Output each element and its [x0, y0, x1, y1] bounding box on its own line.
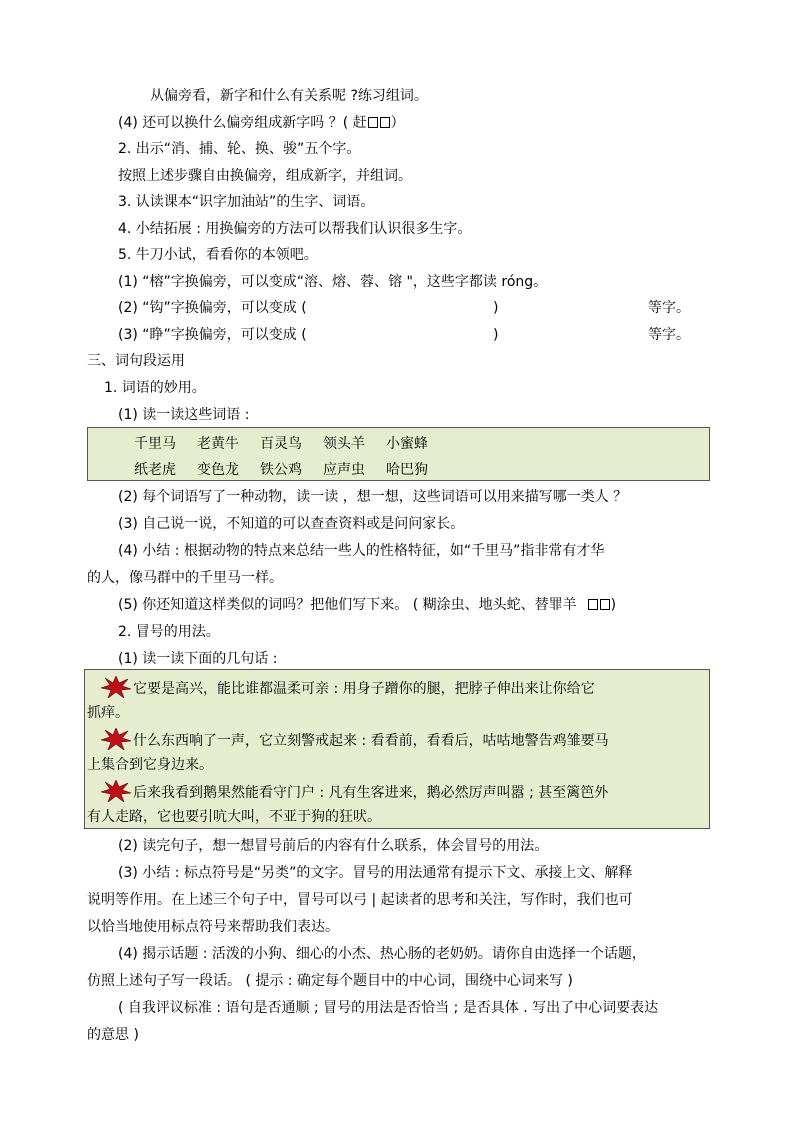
section-heading: 三、词句段运用: [87, 353, 185, 369]
word-box: [87, 427, 710, 481]
text-line: (1) “榕”字换偏旁，可以变成“溶、熔、蓉、镕 "，这些字都读 róng。: [118, 274, 548, 290]
text-line: (2) 读完句子，想一想冒号前后的内容有什么联系，体会冒号的用法。: [118, 838, 549, 854]
sentence: 它要是高兴，能比谁都温柔可亲 : 用身子蹭你的腿，把脖子伸出来让你给它: [101, 676, 595, 698]
word-row: [134, 435, 428, 453]
sentence: 后来我看到鹅果然能看守门户 : 凡有生客进来，鹅必然厉声叫嚣 ; 甚至篱笆外: [101, 780, 608, 802]
text-line: 以恰当地使用标点符号来帮助我们表达。: [87, 919, 339, 935]
text-line: (1) 读一读这些词语 :: [118, 407, 250, 423]
text-line: 5. 牛刀小试，看看你的本领吧。: [118, 247, 318, 263]
word: 应声虫: [323, 462, 365, 478]
word: 哈巴狗: [386, 462, 428, 478]
text-line: 等字。: [648, 300, 690, 316]
word: 领头羊: [323, 436, 365, 452]
red-star-burst-icon: [101, 780, 131, 802]
word: 百灵鸟: [260, 436, 302, 452]
text-line: (1) 读一读下面的几句话 :: [118, 651, 278, 667]
text-line: (2) “钩”字换偏旁，可以变成 (: [118, 300, 307, 316]
text-line: 按照上述步骤自由换偏旁，组成新字，并组词。: [118, 168, 412, 184]
text-line: (3) 自己说一说，不知道的可以查查资料或是问问家长。: [118, 516, 465, 532]
text-line: (4) 揭示话题 : 活泼的小狗、细心的小杰、热心肠的老奶奶。请你自由选择一个话题，: [118, 946, 646, 962]
text-line: 说明等作用。在上述三个句子中，冒号可以弓 | 起读者的思考和关注，写作时，我们也可: [87, 892, 633, 908]
word: 铁公鸡: [260, 462, 302, 478]
text-line: 3. 认读课本“识字加油站”的生字、词语。: [118, 194, 375, 210]
text-line: (5) 你还知道这样类似的词吗？把他们写下来。 ( 糊涂虫、地头蛇、替罪羊 ): [118, 597, 617, 613]
red-star-burst-icon: [101, 676, 131, 698]
word: 纸老虎: [134, 462, 176, 478]
text-line: 1. 词语的妙用。: [104, 380, 206, 396]
blank-box-icon: [368, 117, 378, 128]
sentence: 抓痒。: [87, 705, 129, 721]
sentence: 有人走路，它也要引吭大叫，不亚于狗的狂吠。: [87, 809, 381, 825]
text-line: 的人，像马群中的千里马一样。: [87, 570, 283, 586]
sentence-box: [84, 669, 710, 829]
text-line: 2. 出示“消、捕、轮、换、骏”五个字。: [118, 141, 361, 157]
paren-close: ): [493, 300, 499, 316]
blank-box-icon: [600, 599, 610, 610]
word: 小蜜蜂: [386, 436, 428, 452]
text-line: ( 自我评议标准 : 语句是否通顺 ; 冒号的用法是否恰当 ; 是否具体 . 写出了中心词要表达: [118, 1000, 659, 1016]
text-line: 2. 冒号的用法。: [118, 624, 220, 640]
text-line: (2) 每个词语写了一种动物，读一读 ，想一想，这些词语可以用来描写哪一类人 ？: [118, 489, 628, 505]
word: 千里马: [134, 436, 176, 452]
sentence: 上集合到它身边来。: [87, 757, 213, 773]
word-row: [134, 461, 428, 479]
text-line: 的意思 ): [87, 1027, 139, 1043]
red-star-burst-icon: [101, 728, 131, 750]
text-line: 等字。: [648, 327, 690, 343]
text-line: 从偏旁看，新字和什么有关系呢 ?练习组词。: [150, 88, 428, 104]
sentence: 什么东西响了一声，它立刻警戒起来 : 看看前，看看后，咕咕地警告鸡雏要马: [101, 728, 609, 750]
text-line: 仿照上述句子写一段话。 ( 提示 : 确定每个题目中的中心词，围绕中心词来写 ): [87, 973, 573, 989]
blank-box-icon: [380, 117, 390, 128]
text-line: (3) “睁”字换偏旁，可以变成 (: [118, 327, 307, 343]
text-line: (3) 小结 : 标点符号是“另类”的文字。冒号的用法通常有提示下文、承接上文、解释: [118, 865, 633, 881]
text-line: 4. 小结拓展 : 用换偏旁的方法可以帮我们认识很多生字。: [118, 221, 472, 237]
blank-box-icon: [588, 599, 598, 610]
word: 变色龙: [197, 462, 239, 478]
paren-close: ): [493, 327, 499, 343]
text-line: (4) 还可以换什么偏旁组成新字吗 ？( 赶 ）: [118, 115, 405, 131]
text-line: (4) 小结 : 根据动物的特点来总结一些人的性格特征，如“千里马”指非常有才华: [118, 543, 605, 559]
word: 老黄牛: [197, 436, 239, 452]
